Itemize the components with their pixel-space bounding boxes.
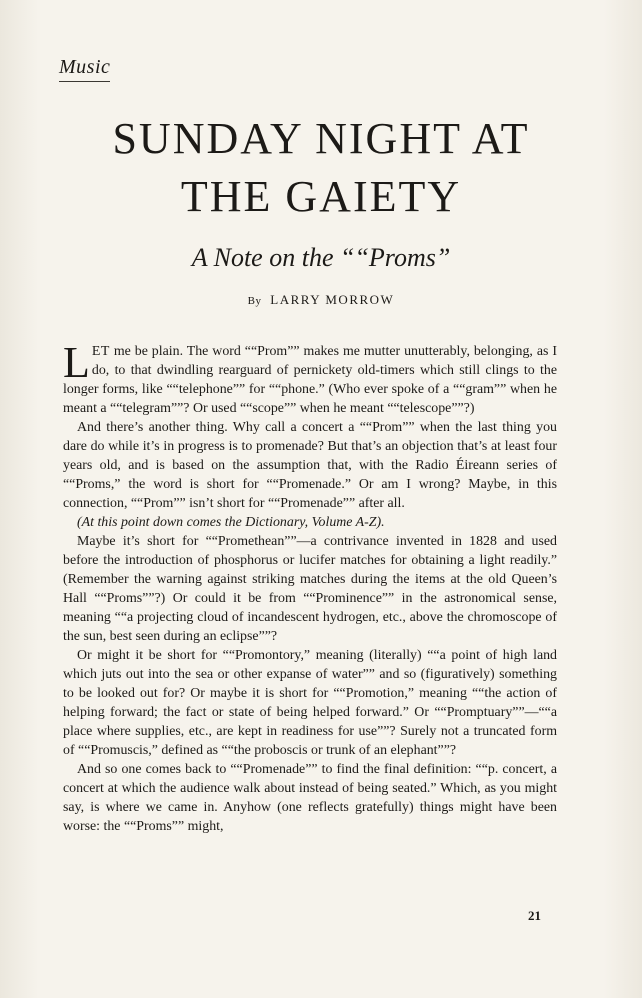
article-subtitle: A Note on the ““Proms” [191, 243, 451, 272]
title-line-2: THE GAIETY [180, 172, 462, 221]
byline-author: LARRY MORROW [270, 292, 395, 307]
drop-cap: L [63, 338, 90, 387]
section-label: Music [59, 56, 110, 82]
paragraph-5: Or might it be short for ““Promontory,” meaning (literally) ““a point of high land which juts out into the sea or other expanse of water”” and so (figuratively) something to be looked out for? Or maybe it is short for ““Promotion,” meaning ““the action of helping forward; the fact or state of being helped forward.” Or ““Promptuary””—““a place where supplies, etc., are kept in readiness for use””? Surely not a truncated form of ““Promuscis,” defined as ““the proboscis or trunk of an elephant””? [63, 648, 557, 758]
byline [0, 292, 642, 308]
paragraph-4: Maybe it’s short for ““Promethean””—a contrivance invented in 1828 and used before the introduction of phosphorus or lucifer matches for obtaining a light readily.” (Remember the warning against striking matches during the items at the old Queen’s Hall ““Proms””?) Or could it be from ““Prominence”” in the astronomical sense, meaning ““a projecting cloud of incandescent hydrogen, etc., above the chromoscope of the sun, best seen during an eclipse””? [63, 534, 557, 644]
paragraph-1-lead: ET [91, 344, 110, 359]
title-line-1: SUNDAY NIGHT AT [112, 114, 530, 163]
article-body [63, 338, 557, 836]
page-number: 21 [528, 908, 541, 923]
byline-prefix: By [247, 295, 262, 307]
article-title [0, 110, 642, 226]
paragraph-6: And so one comes back to ““Promenade”” to find the final definition: ““p. concert, a concert at which the audience walk about instead of being seated.” Which, as you might say, is where we came in. Anyhow (one reflects gratefully) things might have been worse: the ““Proms”” might, [63, 762, 557, 834]
paragraph-1-text: me be plain. The word ““Prom”” makes me mutter unutterably, belonging, as I do, to that dwindling rearguard of pernickety old-timers which still clings to the longer forms, like ““telephone”” for ““phone.” (Who ever spoke of a ““gram”” when he meant a ““telegram””? Or used ““scope”” when he meant ““telescope””?) [63, 344, 557, 416]
paragraph-3: (At this point down comes the Dictionary, Volume A-Z). [77, 515, 385, 530]
paragraph-2: And there’s another thing. Why call a concert a ““Prom”” when the last thing you dare do while it’s in progress is to promenade? But that’s an objection that’s at least four years old, and is based on the assumption that, with the Radio Éireann series of ““Proms,” the word is short for ““Promenade.” Or am I wrong? Maybe, in this connection, ““Prom”” isn’t short for ““Promenade”” after all. [63, 420, 557, 511]
paragraph-1 [63, 338, 557, 418]
